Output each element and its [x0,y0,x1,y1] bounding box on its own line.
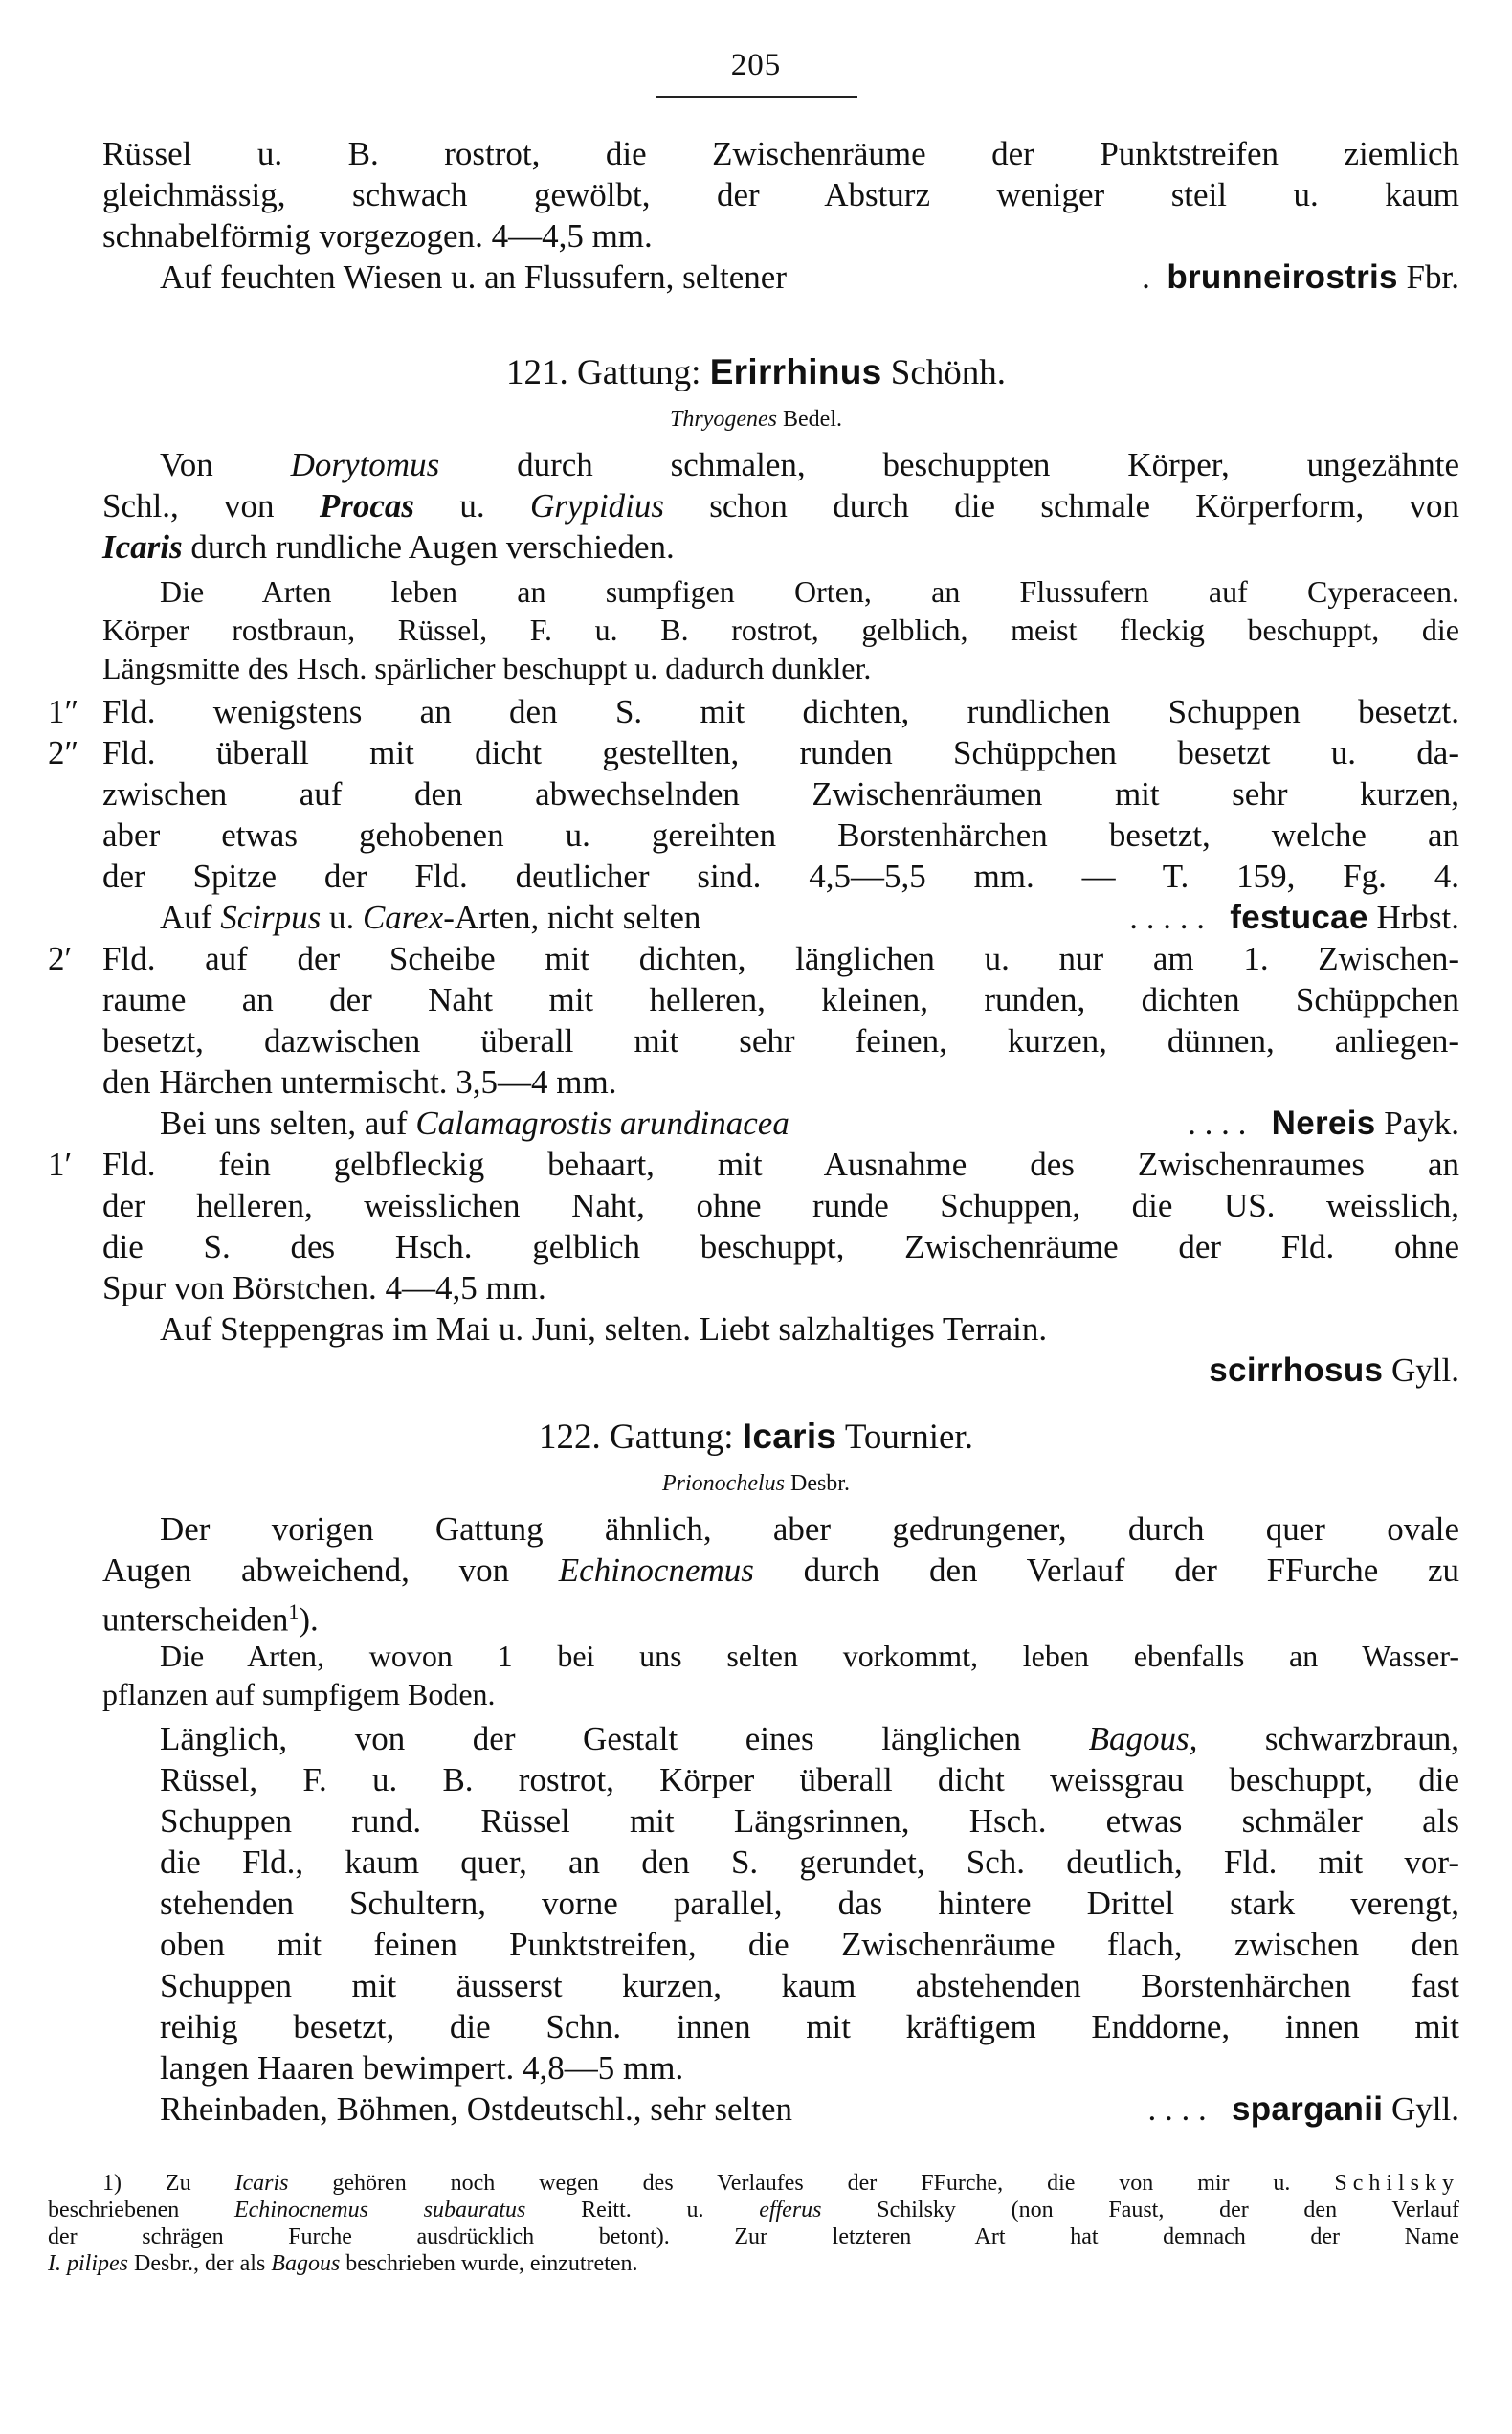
text-line [102,527,1459,567]
text-line: pflanzen auf sumpfigem Boden. [102,1677,496,1711]
key-text: Fld. auf der Scheibe mit dichten, länglichen u. nur am 1. Zwischen- [102,940,1459,977]
description-line [160,1719,1459,1758]
synonym-author: Bedel. [783,407,842,432]
species-entry [1188,1104,1459,1143]
key-text: der helleren, weisslichen Naht, ohne runde Schuppen, die US. weisslich, [102,1187,1459,1224]
text-span: Desbr., der als [134,2251,266,2276]
synonym-name: Thryogenes [670,407,777,432]
text-line: Die Arten, wovon 1 bei uns selten vorkommt, leben ebenfalls an Wasser- [160,1639,1459,1673]
species-entry [1142,257,1459,297]
key-text: besetzt, dazwischen überall mit sehr feinen, kurzen, dünnen, anliegen- [102,1022,1459,1060]
text-line: Rüssel u. B. rostrot, die Zwischenräume der Punktstreifen ziemlich [102,135,1459,172]
species-name: Nereis [1271,1105,1376,1142]
key-label: 1′ [48,1146,73,1183]
genus-heading-122 [0,1417,1512,1457]
genus-name: Icaris [742,1417,837,1456]
text-span: gehören noch wegen des Verlaufes der FFurche, die von mir u. [332,2171,1291,2196]
text-span: Augen abweichend, von [102,1552,510,1589]
species-name: festucae [1230,899,1368,936]
text-line: Die Arten leben an sumpfigen Orten, an Flussufern auf Cyperaceen. [160,574,1459,609]
text-span: u. [459,487,485,525]
text-span: Schilsky (non Faust, der den Verlauf [877,2198,1459,2222]
footnote-mark: 1) [102,2171,122,2196]
genus-author: Schönh. [890,353,1007,392]
text-line [102,486,1459,525]
text-line [102,1551,1459,1590]
key-label: 1″ [48,693,79,730]
habitat-text: Rheinbaden, Böhmen, Ostdeutschl., sehr selten [160,2090,792,2128]
key-text: Fld. fein gelbfleckig behaart, mit Ausnahme des Zwischenraumes an [102,1146,1459,1183]
description-line: Rüssel, F. u. B. rostrot, Körper überall dicht weissgrau beschuppt, die [160,1761,1459,1798]
text-span: Bei uns selten, auf [160,1105,408,1142]
species-ref: efferus [759,2198,822,2222]
genus-heading-121 [0,352,1512,392]
genus-author: Tournier. [844,1418,973,1457]
text-span: Zu [165,2171,191,2196]
text-span: unterscheiden [102,1600,289,1639]
description-line: stehenden Schultern, vorne parallel, das hintere Drittel stark verengt, [160,1885,1459,1922]
species-line-brunneirostris [160,257,1459,297]
habitat-text: Auf Steppengras im Mai u. Juni, selten. Liebt salzhaltiges Terrain. [160,1310,1048,1348]
key-text: aber etwas gehobenen u. gereihten Borstenhärchen besetzt, welche an [102,816,1459,854]
key-text: Fld. überall mit dicht gestellten, runden Schüppchen besetzt u. da- [102,734,1459,771]
text-span: beschrieben wurde, einzutreten. [345,2251,638,2276]
key-text: zwischen auf den abwechselnden Zwischenräumen mit sehr kurzen, [102,775,1459,813]
text-line: Der vorigen Gattung ähnlich, aber gedrungener, durch quer ovale [160,1510,1459,1548]
text-line: schnabelförmig vorgezogen. 4—4,5 mm. [102,217,653,255]
genus-ref: Icaris [234,2171,289,2196]
description-line: oben mit feinen Punktstreifen, die Zwischenräume flach, zwischen den [160,1926,1459,1963]
genus-number: 122. Gattung: [539,1418,734,1457]
species-ref: I. pilipes [48,2251,128,2276]
genus-number: 121. Gattung: [505,353,701,392]
text-span: -Arten, nicht selten [443,899,701,936]
text-span: durch schmalen, beschuppten Körper, ungezähnte [517,446,1460,483]
text-span: ). [299,1600,319,1639]
text-span: beschriebenen [48,2198,180,2222]
footnote-line [48,2251,1459,2276]
text-span: Länglich, von der Gestalt eines länglichen [160,1720,1022,1757]
key-text: raume an der Naht mit helleren, kleinen, runden, dichten Schüppchen [102,981,1459,1018]
text-span: Von [160,446,213,483]
species-line-nereis [160,1104,1459,1143]
header-rule [656,96,857,98]
description-line: langen Haaren bewimpert. 4,8—5 mm. [160,2049,684,2087]
species-ref: Echinocnemus subauratus [233,2198,526,2222]
description-line: reihig besetzt, die Schn. innen mit kräftigem Enddorne, innen mit [160,2008,1459,2045]
text-span: durch den Verlauf der FFurche zu [803,1552,1460,1589]
plant-name: Carex [362,899,444,936]
key-label: 2′ [48,940,73,977]
genus-ref: Icaris [102,528,183,566]
genus-synonym-122 [0,1464,1512,1504]
leader-dots: . . . . . [1129,899,1206,936]
genus-ref: Bagous, [1088,1720,1198,1757]
species-author: Gyll. [1391,2090,1459,2128]
key-text: Spur von Börstchen. 4—4,5 mm. [102,1269,546,1306]
author-name: Schilsky [1334,2171,1460,2196]
key-text: der Spitze der Fld. deutlicher sind. 4,5—5,5 mm. — T. 159, Fg. 4. [102,858,1459,895]
species-entry [1129,898,1459,937]
text-span: Schl., von [102,487,275,525]
genus-synonym-121 [0,400,1512,439]
plant-name: Calamagrostis arundinacea [415,1105,789,1142]
page-number: 205 [730,48,782,82]
text-line [102,1592,1459,1640]
genus-ref: Bagous [271,2251,341,2276]
species-author: Hrbst. [1376,899,1459,936]
description-line: Schuppen mit äusserst kurzen, kaum abstehenden Borstenhärchen fast [160,1967,1459,2004]
species-name: brunneirostris [1167,258,1398,296]
synonym-name: Prionochelus [662,1471,785,1496]
genus-name: Erirrhinus [709,352,882,391]
description-line: Schuppen rund. Rüssel mit Längsrinnen, Hsch. etwas schmäler als [160,1802,1459,1840]
genus-ref: Grypidius [529,487,664,525]
species-author: Fbr. [1406,258,1459,296]
footnote-line: der schrägen Furche ausdrücklich betont). Zur letzteren Art hat demnach der Name [48,2224,1459,2249]
key-label: 2″ [48,734,79,771]
leader-dots: . . . . [1147,2090,1207,2128]
genus-ref: Procas [319,487,415,525]
text-line: Längsmitte des Hsch. spärlicher beschuppt u. dadurch dunkler. [102,651,872,685]
species-name: scirrhosus [1209,1351,1384,1389]
text-span: durch rundliche Augen verschieden. [190,528,675,566]
footnote-line [48,2198,1459,2222]
footnote-line [102,2171,1459,2196]
text-line: gleichmässig, schwach gewölbt, der Absturz weniger steil u. kaum [102,176,1459,213]
leader-dots: . . . . [1188,1105,1247,1142]
species-author: Gyll. [1391,1351,1459,1389]
species-line-sparganii [160,2089,1459,2129]
habitat-text: Auf feuchten Wiesen u. an Flussufern, seltener [160,258,787,296]
key-text: Fld. wenigstens an den S. mit dichten, rundlichen Schuppen besetzt. [102,693,1459,730]
habitat-text [160,1104,789,1143]
genus-ref: Echinocnemus [558,1552,754,1589]
leader-dot: . [1142,258,1150,296]
text-span: schwarzbraun, [1264,1720,1460,1757]
species-author: Payk. [1384,1105,1459,1142]
species-line-festucae [160,898,1459,937]
genus-ref: Dorytomus [290,446,440,483]
key-text: den Härchen untermischt. 3,5—4 mm. [102,1063,617,1101]
habitat-text [160,898,700,937]
key-text: die S. des Hsch. gelblich beschuppt, Zwischenräume der Fld. ohne [102,1228,1459,1265]
species-line-scirrhosus [160,1351,1459,1390]
plant-name: Scirpus [220,899,322,936]
text-span: Auf [160,899,212,936]
footnote-ref: 1 [288,1599,300,1623]
species-entry [1147,2089,1459,2129]
species-name: sparganii [1231,2090,1384,2128]
text-line: Körper rostbraun, Rüssel, F. u. B. rostrot, gelblich, meist fleckig beschuppt, die [102,613,1459,647]
text-span: Reitt. u. [581,2198,704,2222]
text-span: u. [328,899,355,936]
synonym-author: Desbr. [789,1471,850,1496]
text-span: schon durch die schmale Körperform, von [709,487,1460,525]
text-line [160,445,1459,484]
description-line: die Fld., kaum quer, an den S. gerundet, Sch. deutlich, Fld. mit vor- [160,1843,1459,1881]
